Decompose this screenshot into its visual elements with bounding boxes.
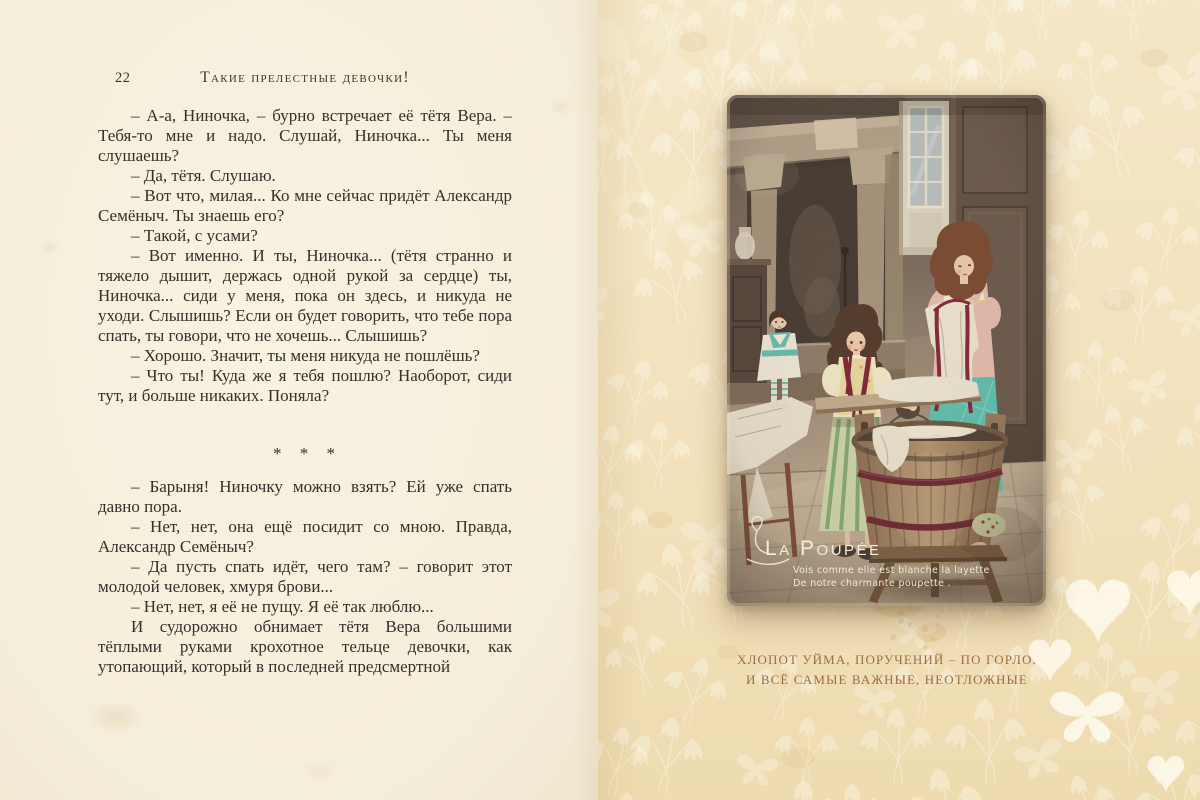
paper-stain: [86, 700, 146, 734]
paragraph: – Что ты! Куда же я тебя пошлю? Наоборот, сиди тут, и больше никаких. Поняла?: [98, 366, 512, 405]
postcard-photo: [727, 95, 1046, 606]
postcard: [727, 95, 1046, 606]
caption-line-2: И ВСЁ САМЫЕ ВАЖНЫЕ, НЕОТЛОЖНЫЕ: [746, 672, 1028, 687]
postcard-caption-line1: Vois comme elle est blanche la layette: [793, 565, 990, 576]
paper-stain: [548, 98, 574, 116]
page-caption: [697, 650, 1077, 690]
running-title: Такие прелестные девочки!: [200, 69, 410, 86]
page-number: 22: [115, 70, 131, 86]
section-separator: * * *: [273, 444, 337, 463]
paragraph: – Такой, с усами?: [131, 226, 258, 245]
text-block-1: [98, 106, 512, 426]
photo-overlays: [727, 95, 1046, 606]
paragraph: И судорожно обнимает тётя Вера большими тёплыми руками крохотное тельце девочки, как утопающий, который в последней предсмертной: [98, 617, 512, 676]
postcard-title: La Poupée: [765, 537, 882, 560]
caption-line-1: ХЛОПОТ УЙМА, ПОРУЧЕНИЙ – ПО ГОРЛО.: [737, 652, 1037, 667]
postcard-caption-line2: De notre charmante poupette .: [793, 578, 952, 589]
paragraph: – Нет, нет, она ещё посидит со мною. Правда, Александр Семёныч?: [98, 517, 512, 556]
paper-stain: [38, 240, 60, 254]
paragraph: – А-а, Ниночка, – бурно встречает её тётя Вера. – Тебя-то мне и надо. Слушай, Ниночка... Ты меня слушаешь?: [98, 106, 512, 165]
text-block-2: [98, 477, 512, 677]
paragraph: – Хорошо. Значит, ты меня никуда не пошлёшь?: [131, 346, 480, 365]
paragraph: – Да пусть спать идёт, чего там? – говорит этот молодой человек, хмуря брови...: [98, 557, 512, 596]
paper-stain: [300, 760, 340, 782]
left-page: [0, 0, 598, 800]
paragraph: – Да, тётя. Слушаю.: [131, 166, 276, 185]
paragraph: – Вот что, милая... Ко мне сейчас придёт Александр Семёныч. Ты знаешь его?: [98, 186, 512, 225]
paragraph: – Барыня! Ниночку можно взять? Ей уже спать давно пора.: [98, 477, 512, 516]
paragraph: – Нет, нет, я её не пущу. Я её так люблю...: [131, 597, 434, 616]
body-text: [98, 106, 512, 677]
right-page: [598, 0, 1200, 800]
paragraph: – Вот именно. И ты, Ниночка... (тётя странно и тяжело дышит, держась одной рукой за сердце) ты, Ниночка... сиди у меня, пока он здесь, и никуда не уходи. Слышишь? Если он будет говорить, что тебе пора спать, ты говори, что не хочешь... Слышишь?: [98, 246, 512, 345]
running-head: [98, 69, 512, 89]
